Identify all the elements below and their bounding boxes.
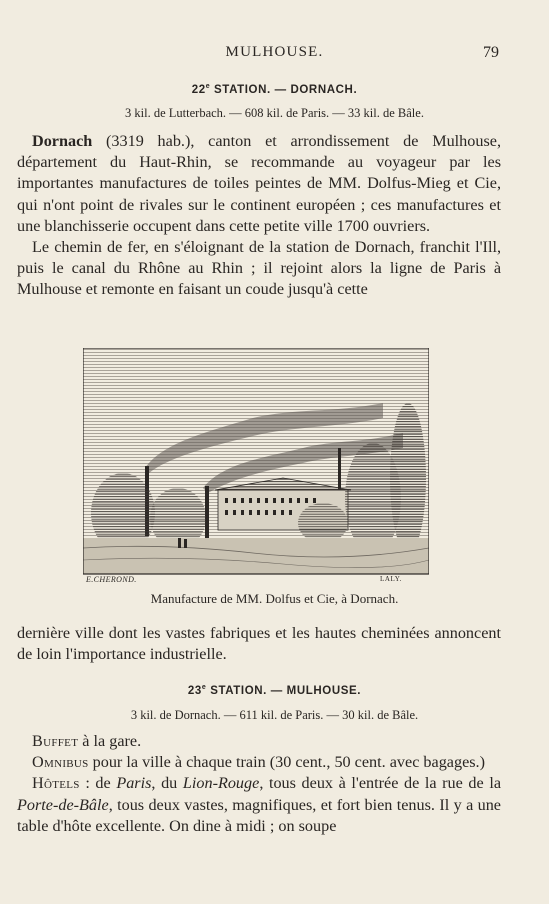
hotel-paris: Paris — [116, 774, 152, 793]
hotels-text-1: : de — [79, 774, 117, 793]
page-number: 79 — [483, 44, 499, 61]
hotel-lion-rouge: Lion-Rouge — [182, 774, 260, 793]
station-23-number: 23 — [187, 684, 202, 697]
paragraph-hotels — [17, 773, 501, 837]
omnibus-text: pour la ville à chaque train (30 cent., 50 cent. avec bagages.) — [88, 753, 485, 772]
station-22-number: 22 — [191, 83, 206, 96]
running-title: MULHOUSE. — [225, 44, 324, 60]
omnibus-label: Omnibus — [32, 753, 89, 772]
station-22-heading — [0, 83, 549, 96]
running-header — [0, 44, 549, 64]
paragraph-continuation: dernière ville dont les vastes fabriques et les hautes cheminées annoncent de loin l'importance industrielle. — [17, 624, 501, 664]
hotels-text-2: , du — [151, 774, 183, 793]
hotels-label: Hôtels — [32, 774, 80, 793]
paragraph-dornach — [17, 131, 501, 237]
factory-engraving — [83, 348, 429, 578]
body-block-3 — [17, 731, 501, 837]
body-block-1 — [17, 131, 501, 301]
street-porte-de-bale: Porte-de-Bâle — [17, 795, 109, 814]
hotels-text-4: , tous deux vastes, magnifiques, et fort bien tenus. Il y a une table d'hôte excellente. On dine à midi ; on soupe — [17, 795, 501, 835]
buffet-label: Buffet — [32, 732, 79, 750]
engraver-credit: E.CHEROND. — [86, 575, 137, 584]
paragraph-buffet — [17, 731, 501, 752]
paragraph-chemin: Le chemin de fer, en s'éloignant de la station de Dornach, franchit l'Ill, puis le canal du Rhône au Rhin ; il rejoint alors la ligne de Paris à Mulhouse et remonte en faisant un coude jusqu'à cette — [17, 238, 501, 299]
station-23-title: STATION. — MULHOUSE. — [206, 684, 362, 697]
body-block-2 — [17, 623, 501, 665]
hotels-text-3: , tous deux à l'entrée de la rue de la — [259, 774, 501, 793]
engraving-illustration — [83, 348, 429, 578]
station-22-title: STATION. — DORNACH. — [210, 83, 358, 96]
place-name-dornach: Dornach — [32, 132, 93, 150]
station-23-distances: 3 kil. de Dornach. — 611 kil. de Paris. — 30 kil. de Bâle. — [130, 708, 419, 722]
figure-caption: Manufacture de MM. Dolfus et Cie, à Dornach. — [150, 591, 399, 606]
station-22-distances: 3 kil. de Lutterbach. — 608 kil. de Paris. — 33 kil. de Bâle. — [125, 106, 424, 120]
station-22-suffix: e — [205, 83, 211, 90]
station-23-heading — [0, 684, 549, 697]
buffet-text: à la gare. — [78, 732, 142, 750]
paragraph-dornach-text: (3319 hab.), canton et arrondissement de Mulhouse, département du Haut-Rhin, se recommande au voyageur par les importantes manufactures de toiles peintes de MM. Dolfus-Mieg et Cie, qui n'ont point de rivales sur le continent européen ; ces manufactures et une blanchisserie occupent dans cette petite ville 1700 ouvriers. — [17, 132, 501, 235]
artist-credit: LALY. — [380, 575, 402, 583]
station-23-suffix: e — [201, 684, 207, 691]
paragraph-omnibus — [17, 752, 501, 773]
